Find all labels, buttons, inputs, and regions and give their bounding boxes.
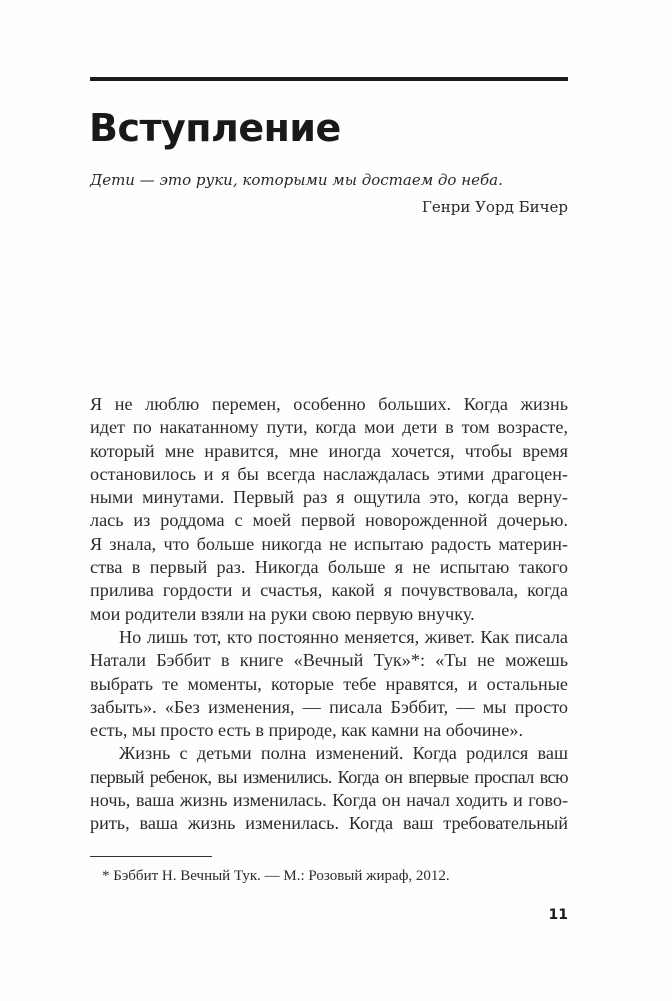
text-line: забыть». «Без изменения, — писала Бэббит, — мы просто xyxy=(90,696,568,717)
text-line: Я знала, что больше никогда не испытаю радость материн- xyxy=(90,533,568,554)
chapter-top-rule xyxy=(90,77,568,81)
text-line: лась из роддома с моей первой новорожденной дочерью. xyxy=(90,510,568,531)
paragraph xyxy=(90,742,568,835)
text-line: идет по накатанному пути, когда мои дети в том возрасте, xyxy=(90,417,568,438)
text-line: есть, мы просто есть в природе, как камни на обочине». xyxy=(90,720,523,741)
text-line: прилива гордости и счастья, какой я почувствовала, когда xyxy=(90,580,568,601)
text-line: Но лишь тот, кто постоянно меняется, живет. Как писала xyxy=(119,626,568,647)
text-line: ства в первый раз. Никогда больше я не испытаю такого xyxy=(90,557,568,578)
text-line: выбрать те моменты, которые тебе нравятся, и остальные xyxy=(90,673,568,694)
text-line: который мне нравится, мне иногда хочется, чтобы время xyxy=(90,440,568,461)
text-line: остановилось и я бы всегда наслаждалась этими драгоцен- xyxy=(90,463,568,484)
text-line: первый ребенок, вы изменились. Когда он впервые проспал всю xyxy=(90,766,568,787)
text-line: Я не люблю перемен, особенно больших. Когда жизнь xyxy=(90,394,568,414)
text-line: мои родители взяли на руки свою первую внучку. xyxy=(90,603,475,624)
text-line: ночь, ваша жизнь изменилась. Когда он начал ходить и гово- xyxy=(90,790,568,811)
epigraph-quote: Дети — это руки, которыми мы достаем до неба. xyxy=(90,171,503,189)
footnote: * Бэббит Н. Вечный Тук. — М.: Розовый жираф, 2012. xyxy=(102,868,450,884)
text-line: рить, ваша жизнь изменилась. Когда ваш требовательный xyxy=(90,813,568,834)
paragraph xyxy=(90,393,568,626)
text-line: Жизнь с детьми полна изменений. Когда родился ваш xyxy=(119,743,568,764)
text-line: ными минутами. Первый раз я ощутила это, когда верну- xyxy=(90,487,568,508)
epigraph-author: Генри Уорд Бичер xyxy=(421,198,568,216)
body-text xyxy=(90,393,568,836)
text-line: Натали Бэббит в книге «Вечный Тук»*: «Ты не можешь xyxy=(90,650,568,671)
paragraph xyxy=(90,626,568,742)
footnote-divider xyxy=(90,856,212,857)
chapter-title: Вступление xyxy=(89,106,341,150)
page-number: 11 xyxy=(548,907,568,923)
